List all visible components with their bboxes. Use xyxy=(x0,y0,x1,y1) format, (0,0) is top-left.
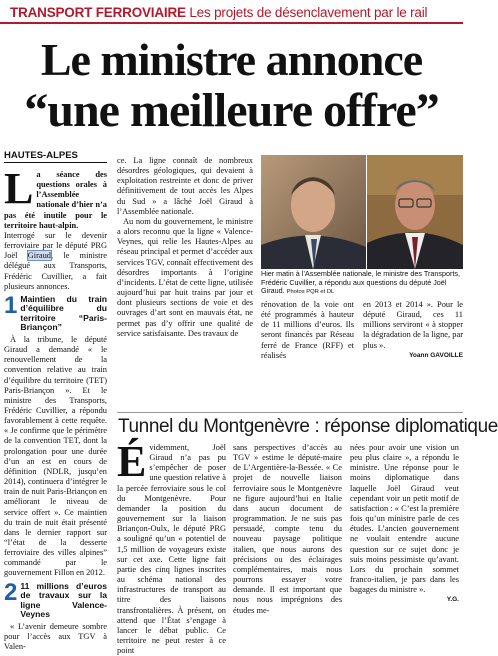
tunnel-byline: Y.G. xyxy=(446,596,459,604)
col4-paragraph: en 2013 et 2014 ». Pour le député Giraud, ces 11 millions serviront « à stopper la dégradation de la ligne, par plus ». xyxy=(363,300,463,350)
subhead-2-number: 2 xyxy=(4,578,18,606)
headline-line-2: “une meilleure offre” xyxy=(24,84,439,137)
subhead-1 xyxy=(4,291,107,333)
lead-paragraph: a séance des questions orales à l’Assemblée nationale d’hier n’a pas été inutile pour le territoire haut-alpin. xyxy=(4,170,107,230)
article-column-2 xyxy=(117,156,253,410)
article-column-4 xyxy=(363,300,463,410)
col1-end-paragraph: « L’avenir demeure sombre pour l’accès aux TGV à Valen- xyxy=(4,621,107,651)
subhead-2 xyxy=(4,578,107,620)
photo-caption xyxy=(261,270,461,297)
tunnel-drop-cap: É xyxy=(117,437,147,486)
col2-paragraph-2: Au nom du gouvernement, le ministre a alors reconnu que la ligne « Valence-Veynes, qui relie les Hautes-Alpes au réseau principal et permet d’accéder aux services TGV, connaît effectivement des désordres importants à l’origine d’incidents. L’état de cette ligne, utilisée aujourd’hui par huit trains par jour et dont plusieurs sections de voie et des ouvrages d’art sont en mauvais état, ne permet pas d’y offrir une qualité de service satisfaisante. Des travaux de xyxy=(117,216,253,338)
tunnel-column-1 xyxy=(117,437,226,656)
kicker-rule xyxy=(4,162,107,163)
tunnel-column-3 xyxy=(350,443,459,604)
tunnel-rule xyxy=(117,412,463,413)
subhead-1-text: Maintien du train d’équilibre du territoire “Paris-Briançon” xyxy=(20,293,107,333)
tunnel-col1-text: videmment, Joël Giraud n’a pas pu s’empêcher de poser une question relative à la percée ferroviaire sous le col du Montgenèvre. Pour demander la position du gouvernement sur la liaison Briançon-Oulx, le député PRG a souligné qu’un « potentiel de 1,5 million de voyageurs existe sur cet axe. Cette ligne fait partie des cinq lignes inscrites au schéma national des infrastructures de transport au titre des liaisons transfrontalières. À présent, on attend que l’État s’engage à lancer le débat public. Ce territoire ne peut rester à ce point xyxy=(117,443,226,656)
tunnel-col3-text: nées pour avoir une vision un peu plus claire », a répondu le ministre. Une réponse pour le moins diplomatique dans laquelle Joël Giraud veut cependant voir un petit motif de satisfaction : « C’est la première fois qu’un ministre parle de ces études. L’ancien gouvernement ne voulait entendre aucune question sur ce sujet donc je suis moins pessimiste qu’avant. Lors du prochain sommet franco-italien, je pars dans les bagages du ministre ». xyxy=(350,443,459,595)
col2-paragraph-1: ce. La ligne connaît de nombreux désordres géologiques, qui devaient à exploitation restreinte et donc de priver définitivement de tout accès les Alpes du Sud » a lâché Joël Giraud à l’Assemblée nationale. xyxy=(117,156,253,216)
section-rule xyxy=(0,22,463,24)
tunnel-column-2 xyxy=(233,443,342,615)
kicker: HAUTES-ALPES xyxy=(4,150,78,161)
highlighted-word: Giraud xyxy=(27,251,51,261)
byline: Yoann GAVOILLE xyxy=(409,351,463,359)
caption-text: Hier matin à l’Assemblée nationale, le ministre des Transports, Frédéric Cuvillier, a répondu aux questions du député Joël Giraud. xyxy=(261,269,460,296)
intro-paragraph: Interrogé sur le devenir ferroviaire par le député PRG Joël Giraud, le ministre délégué aux Transports, Frédéric Cuvillier, a fait plusieurs annonces. xyxy=(4,230,107,291)
article-column-1 xyxy=(4,164,107,651)
photo-credit: Photos PQR et DL xyxy=(286,289,335,296)
subhead-2-text: 11 millions d’euros de travaux sur la ligne Valence-Veynes xyxy=(20,580,107,620)
photo-giraud-image xyxy=(367,155,463,269)
section-header xyxy=(10,5,427,21)
tunnel-col2-text: sans perspectives d’accès au TGV » estime le député-maire de L’Argentière-la-Bessée. « Ce projet de nouvelle liaison ferroviaire sous le Montgenèvre ne figure aujourd’hui en Italie dans aucun document de programmation. Je ne suis pas persuadé, compte tenu du nouveau paysage politique italien, que nous aurons des précisions ou des éclairages complémentaires, mais nous pourrons essayer votre demande. Il est important que nous nous imprégnions des études me- xyxy=(233,443,342,615)
section-subtitle: Les projets de désenclavement par le rail xyxy=(189,5,428,20)
tunnel-title: Tunnel du Montgenèvre : réponse diplomatique xyxy=(118,416,498,437)
col1-paragraph: À la tribune, le député Giraud a demandé « le renouvellement de la convention relative au train d’équilibre du territoire (TET) Paris-Briançon ». Et le ministre des Transports, Frédéric Cuvillier, a répondu favorablement à cette requête. « Je confirme que le périmètre de la convention TET, dont la prolongation pour une durée d’un an est en cours de définition (NDLR, jusqu’en 2014), continuera d’intégrer le train de nuit Paris-Briançon en améliorant le niveau de service offert ». Ce maintien du train de nuit était présenté dans le dernier rapport sur “l’état de la desserte ferroviaire des villes alpines” commandé par le gouvernement Fillon en 2012. xyxy=(4,334,107,578)
drop-cap: L xyxy=(4,164,34,213)
section-category: TRANSPORT FERROVIAIRE xyxy=(10,5,186,20)
col3-paragraph: rénovation de la voie ont été programmés à hauteur de 11 millions d’euros. Ils seront financés par Réseau ferré de France (RFF) et réalisés xyxy=(261,300,354,360)
subhead-1-number: 1 xyxy=(4,291,18,319)
article-column-3 xyxy=(261,300,354,410)
photo-giraud xyxy=(367,155,463,269)
photo-cuvillier-image xyxy=(261,155,366,269)
photo-cuvillier xyxy=(261,155,366,269)
headline-line-1: Le ministre annonce xyxy=(40,34,423,85)
